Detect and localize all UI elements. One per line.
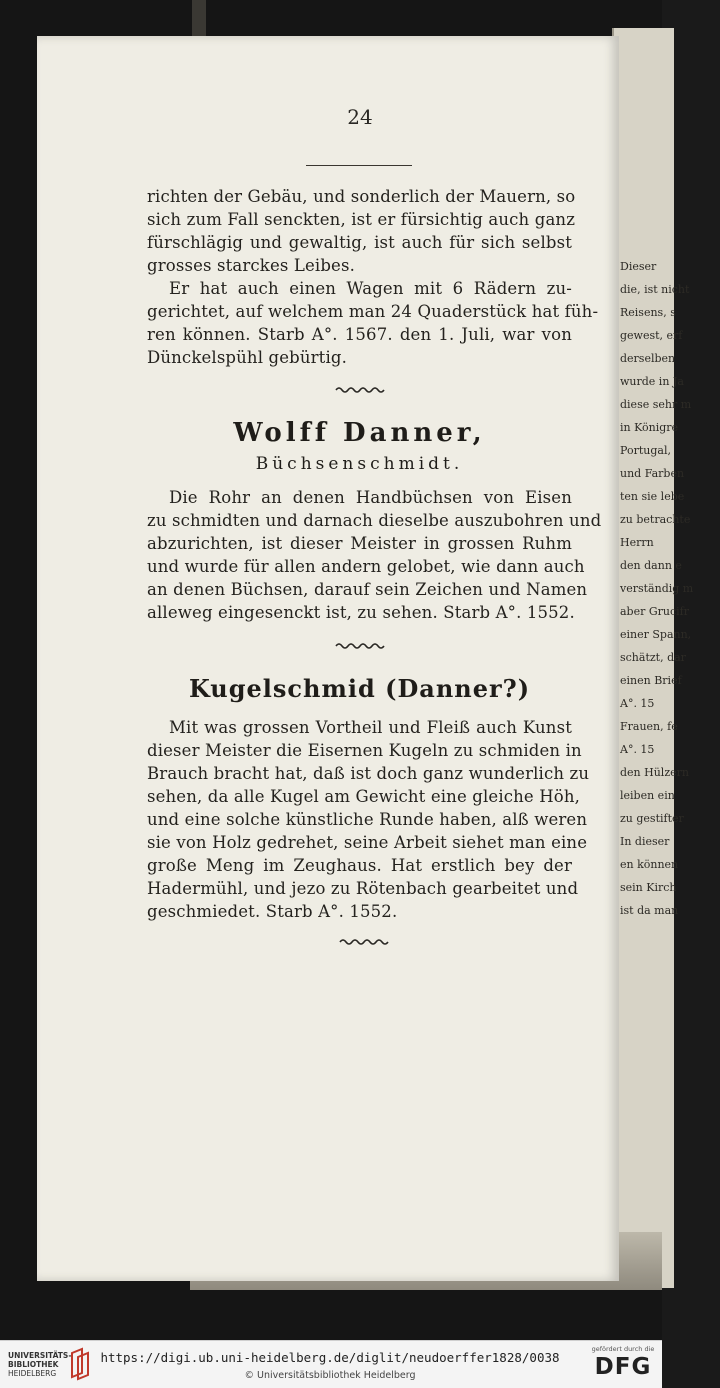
opposite-page-fragment: Portugal, — [620, 444, 671, 457]
text-line: große Meng im Zeughaus. Hat erstlich bey der — [147, 856, 572, 875]
text-line: sehen, da alle Kugel am Gewicht eine gleiche Höh, — [147, 787, 581, 806]
opposite-page-fragment: zu betrachte — [620, 513, 691, 526]
text-line: abzurichten, ist dieser Meister in grossen Ruhm — [147, 534, 572, 553]
text-line: richten der Gebäu, und sonderlich der Mauern, so — [147, 187, 576, 206]
viewer-footer — [0, 1340, 662, 1388]
text-line: und wurde für allen andern gelobet, wie dann auch — [147, 557, 585, 576]
section-ornament — [338, 938, 390, 946]
section-heading-wolff-danner: Wolff Danner, — [233, 418, 486, 448]
library-logo[interactable] — [8, 1351, 72, 1378]
opposite-page-fragment: diese sehr m — [620, 398, 692, 411]
text-line: fürschlägig und gewaltig, ist auch für sich selbst — [147, 233, 572, 252]
section-heading-kugelschmid: Kugelschmid (Danner?) — [188, 674, 531, 703]
paragraph-wolff-danner — [147, 486, 602, 624]
opposite-page-fragment: zu gestifter — [620, 812, 684, 825]
opposite-page-fragment: und Farben — [620, 467, 685, 480]
dfg-logo[interactable]: DFG — [594, 1354, 652, 1380]
opposite-page-fragment: verständig m — [620, 582, 694, 595]
text-line: Mit was grossen Vortheil und Fleiß auch Kunst — [169, 718, 572, 737]
opposite-page-fragment: schätzt, dar — [620, 651, 686, 664]
permalink-url[interactable]: https://digi.ub.uni-heidelberg.de/diglit/neudoerffer1828/0038 — [100, 1350, 560, 1365]
text-line: Er hat auch einen Wagen mit 6 Rädern zu- — [169, 279, 572, 298]
opposite-page-fragment: A°. 15 — [620, 743, 655, 756]
text-line: gerichtet, auf welchem man 24 Quaderstück hat füh- — [147, 302, 599, 321]
text-line: Hadermühl, und jezo zu Rötenbach gearbeitet und — [147, 879, 579, 898]
opposite-page-fragment: In dieser — [620, 835, 670, 848]
opposite-page-fragment: Herrn — [620, 536, 654, 549]
text-line: zu schmidten und darnach dieselbe auszubohren und — [147, 511, 602, 530]
text-line: sich zum Fall senckten, ist er fürsichtig auch ganz — [147, 210, 576, 229]
page-number: 24 — [347, 105, 373, 129]
copyright-notice: © Universitätsbibliothek Heidelberg — [244, 1370, 416, 1381]
text-line: ren können. Starb A°. 1567. den 1. Juli, war von — [147, 325, 572, 344]
opposite-page-fragment: in Königre — [620, 421, 679, 434]
opposite-page-fragment: Reisens, s — [620, 306, 676, 319]
book-spine — [192, 0, 206, 36]
funding-note: gefördert durch die — [591, 1345, 655, 1353]
text-line: geschmiedet. Starb A°. 1552. — [147, 902, 398, 921]
text-line: alleweg eingesenckt ist, zu sehen. Starb A°. 1552. — [147, 603, 575, 622]
opposite-page — [612, 28, 694, 1288]
opposite-page-fragment: aber Grucifr — [620, 605, 690, 618]
paragraph-continuation — [147, 185, 576, 277]
text-line: Dünckelspühl gebürtig. — [147, 348, 347, 367]
opposite-page-fragment: einen Brief — [620, 674, 682, 687]
opposite-page-fragment: einer Spann, — [620, 628, 692, 641]
opposite-page-fragment: en können — [620, 858, 679, 871]
library-name-line: BIBLIOTHEK — [8, 1360, 59, 1369]
opposite-page-fragment: Dieser — [620, 260, 657, 273]
section-ornament — [334, 642, 386, 650]
library-name-line: HEIDELBERG — [8, 1369, 57, 1378]
text-line: an denen Büchsen, darauf sein Zeichen und Namen — [147, 580, 588, 599]
opposite-page-fragment: leiben ein — [620, 789, 675, 802]
text-line: sie von Holz gedrehet, seine Arbeit siehet man eine — [147, 833, 588, 852]
paragraph-wagon — [147, 277, 599, 369]
opposite-page-fragment: den dann e — [620, 559, 682, 572]
text-line: grosses starckes Leibes. — [147, 256, 355, 275]
opposite-page-fragment: gewest, erf — [620, 329, 683, 342]
opposite-page-fragment: A°. 15 — [620, 697, 655, 710]
section-subtitle: Büchsenschmidt. — [255, 454, 464, 474]
opposite-page-fragment: ist da man — [620, 904, 679, 917]
opposite-page-fragment: derselben — [620, 352, 676, 365]
opposite-page-fragment: wurde in Ja — [620, 375, 684, 388]
paragraph-kugelschmid — [147, 716, 590, 923]
text-line: Brauch bracht hat, daß ist doch ganz wunderlich zu — [147, 764, 590, 783]
opposite-page-fragment: die, ist nicht — [620, 283, 690, 296]
section-ornament — [334, 386, 386, 394]
opposite-page-fragment: Frauen, fe — [620, 720, 678, 733]
opposite-page-fragment: den Hülzern — [620, 766, 689, 779]
header-rule — [306, 165, 412, 166]
library-name-line: UNIVERSITÄTS- — [8, 1351, 72, 1360]
library-emblem-icon — [68, 1347, 92, 1381]
text-line: Die Rohr an denen Handbüchsen von Eisen — [169, 488, 572, 507]
text-line: dieser Meister die Eisernen Kugeln zu schmiden in — [147, 741, 582, 760]
opposite-page-fragment: sein Kirch — [620, 881, 677, 894]
text-line: und eine solche künstliche Runde haben, alß weren — [147, 810, 588, 829]
opposite-page-fragment: ten sie lebe — [620, 490, 685, 503]
